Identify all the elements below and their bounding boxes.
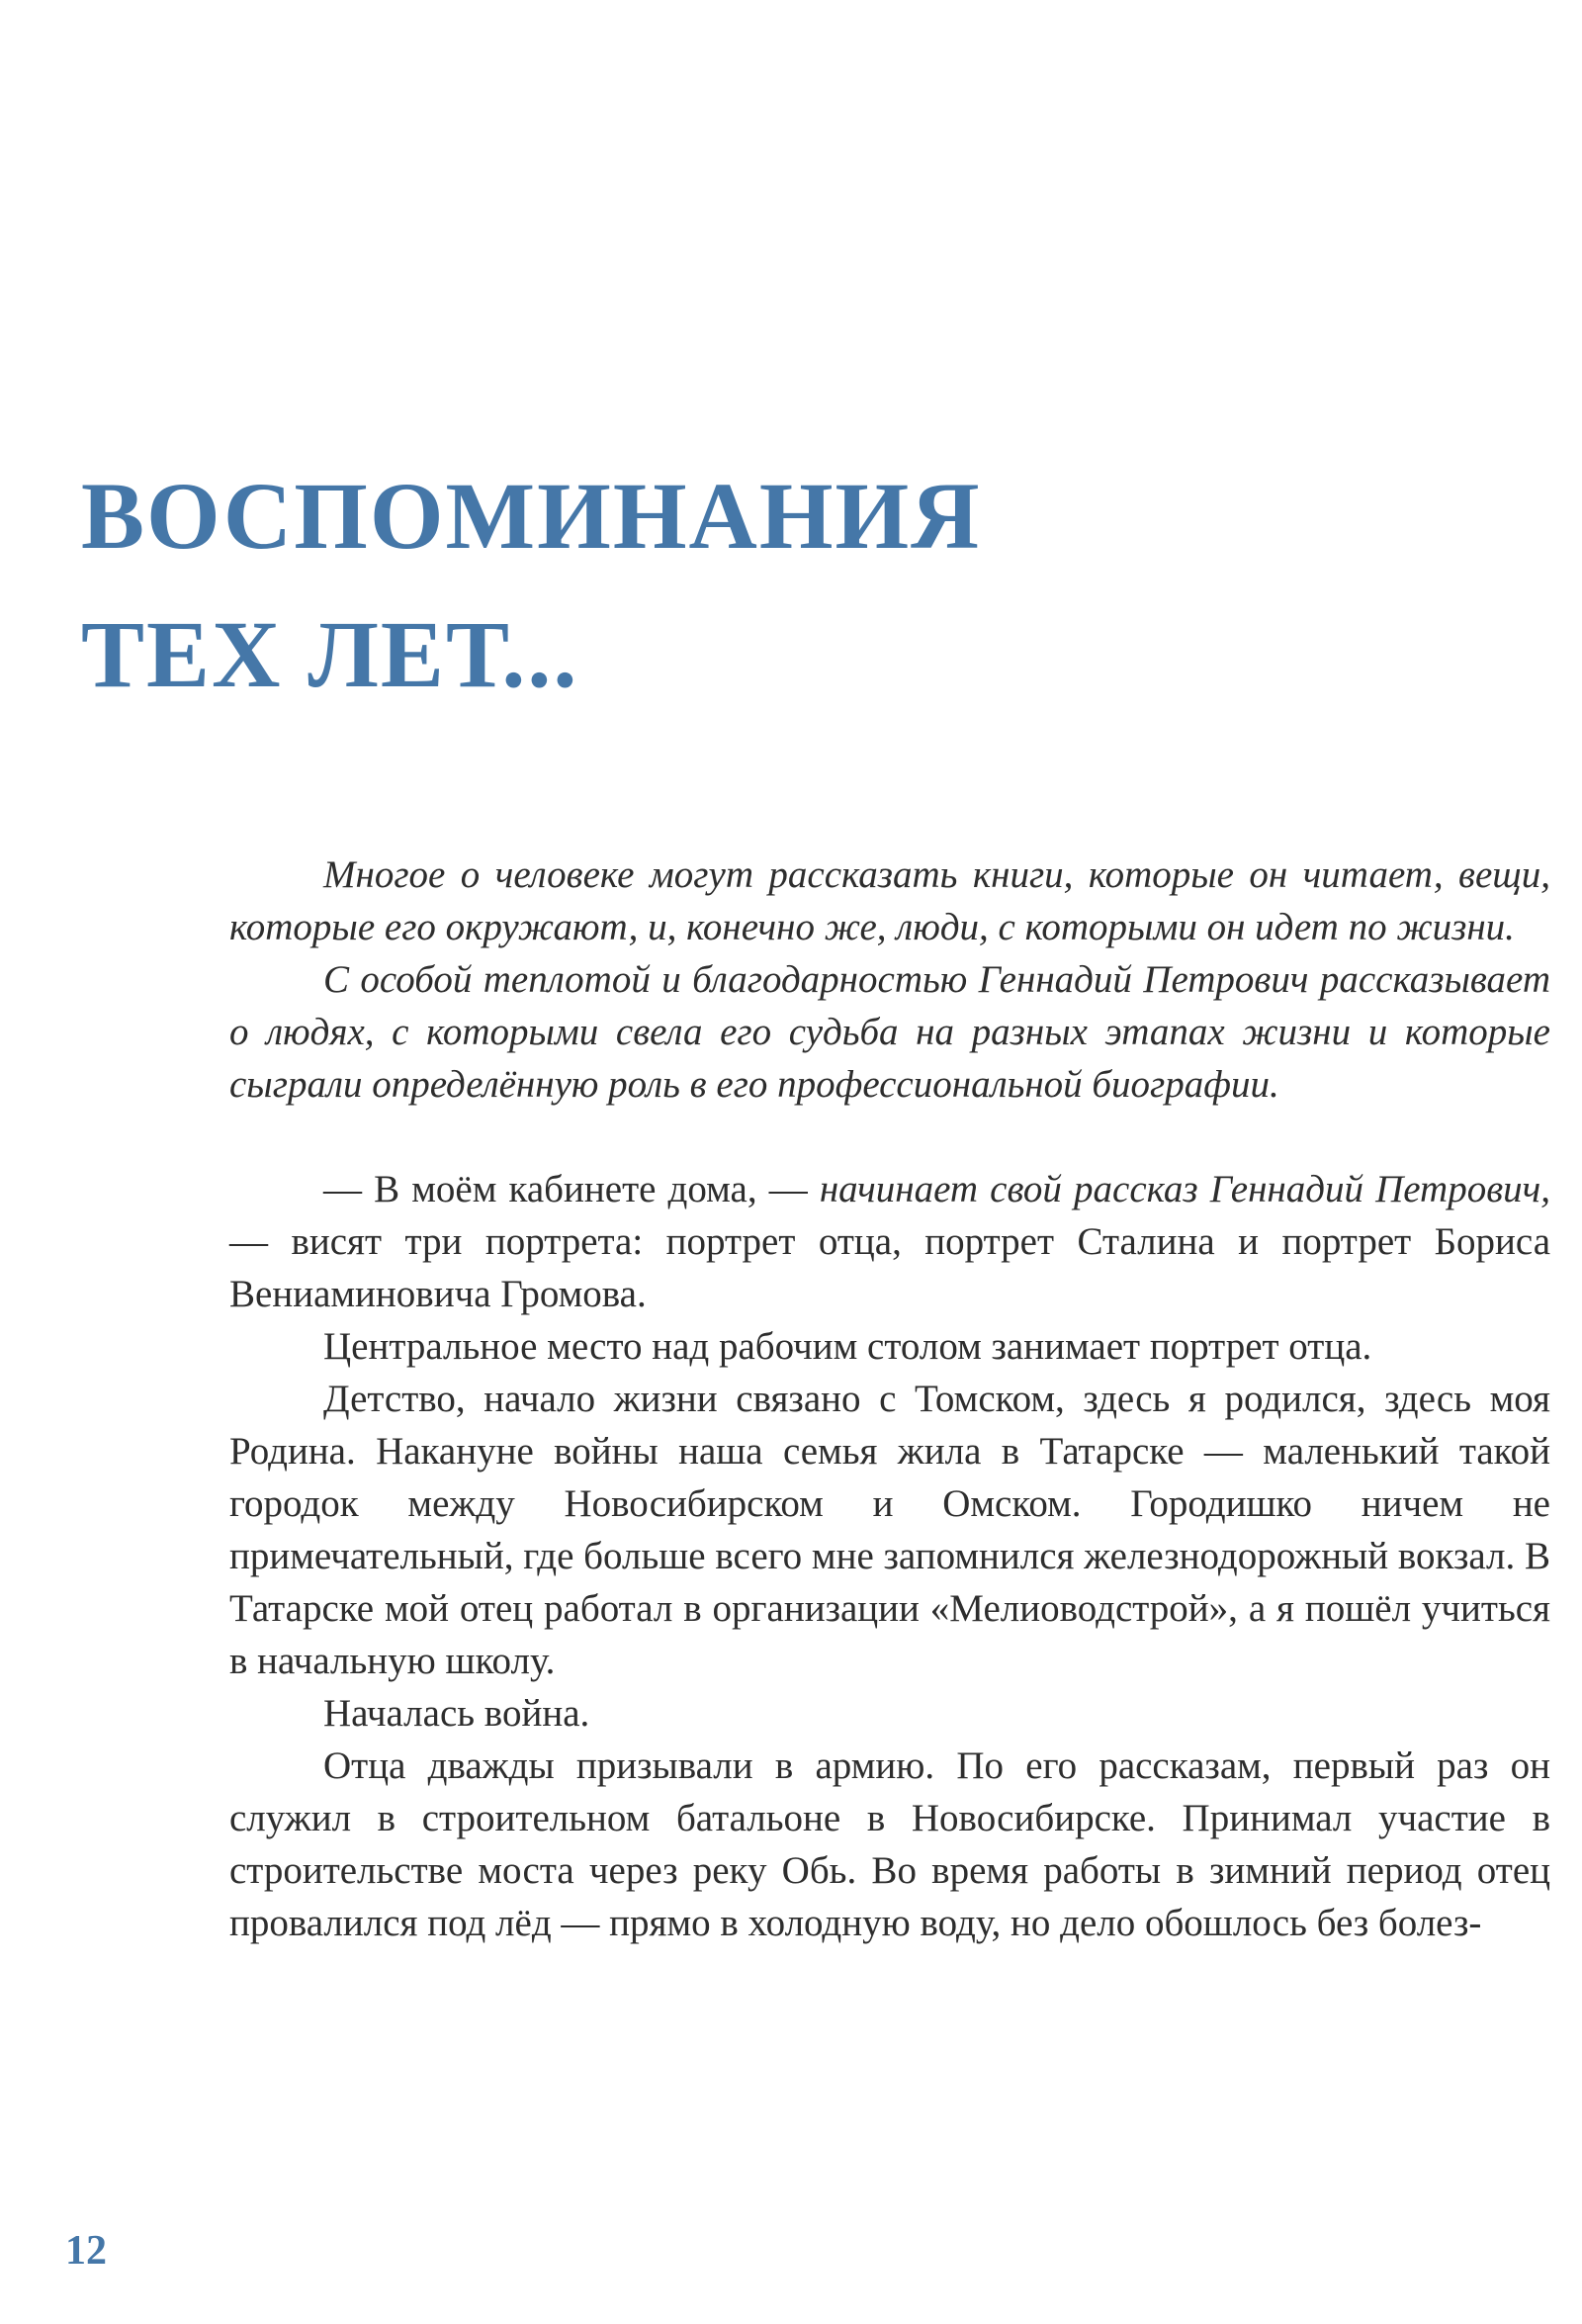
text-run-italic: Многое о человеке могут рассказать книги, которые он читает, вещи, которые его окружают, и, конечно же, люди, с которыми он идет по жизни. (229, 853, 1550, 948)
text-run: — В моём кабинете дома, — (323, 1168, 820, 1210)
paragraph (229, 1320, 1550, 1373)
text-run: Началась война. (323, 1692, 590, 1735)
text-run-italic: С особой теплотой и благодарностью Геннадий Петрович рассказывает о людях, с которыми свела его судьба на разных этапах жизни и которые сыграли определённую роль в его профессиональной биографии. (229, 958, 1550, 1106)
text-run: Отца дважды призывали в армию. По его рассказам, первый раз он служил в строительном батальоне в Новосибирске. Принимал участие в строительстве моста через реку Обь. Во время работы в зимний период отец провалился под лёд — прямо в холодную воду, но дело обошлось без болез- (229, 1744, 1550, 1944)
text-run: Детство, начало жизни связано с Томском, здесь я родился, здесь моя Родина. Накануне войны наша семья жила в Татарске — маленький такой городок между Новосибирском и Омском. Городишко ничем не примечательный, где больше всего мне запомнился железнодорожный вокзал. В Татарске мой отец работал в организации «Мелиоводстрой», а я пошёл учиться в начальную школу. (229, 1378, 1550, 1682)
paragraph (229, 953, 1550, 1111)
text-run-italic: начинает свой рассказ Геннадий Петрович, (819, 1168, 1551, 1210)
chapter-title-line2: ТЕХ ЛЕТ... (81, 601, 579, 707)
body-text (229, 849, 1550, 1949)
paragraph (229, 1163, 1550, 1320)
paragraph (229, 1373, 1550, 1687)
paragraph (229, 1740, 1550, 1949)
paragraph (229, 1687, 1550, 1740)
chapter-title (81, 447, 982, 724)
text-run: Центральное место над рабочим столом занимает портрет отца. (323, 1325, 1372, 1368)
text-run: — висят три портрета: портрет отца, портрет Сталина и портрет Бориса Вениаминовича Громова. (229, 1220, 1550, 1315)
chapter-title-line1: ВОСПОМИНАНИЯ (81, 463, 982, 569)
paragraph (229, 849, 1550, 953)
page-number: 12 (65, 2228, 107, 2274)
